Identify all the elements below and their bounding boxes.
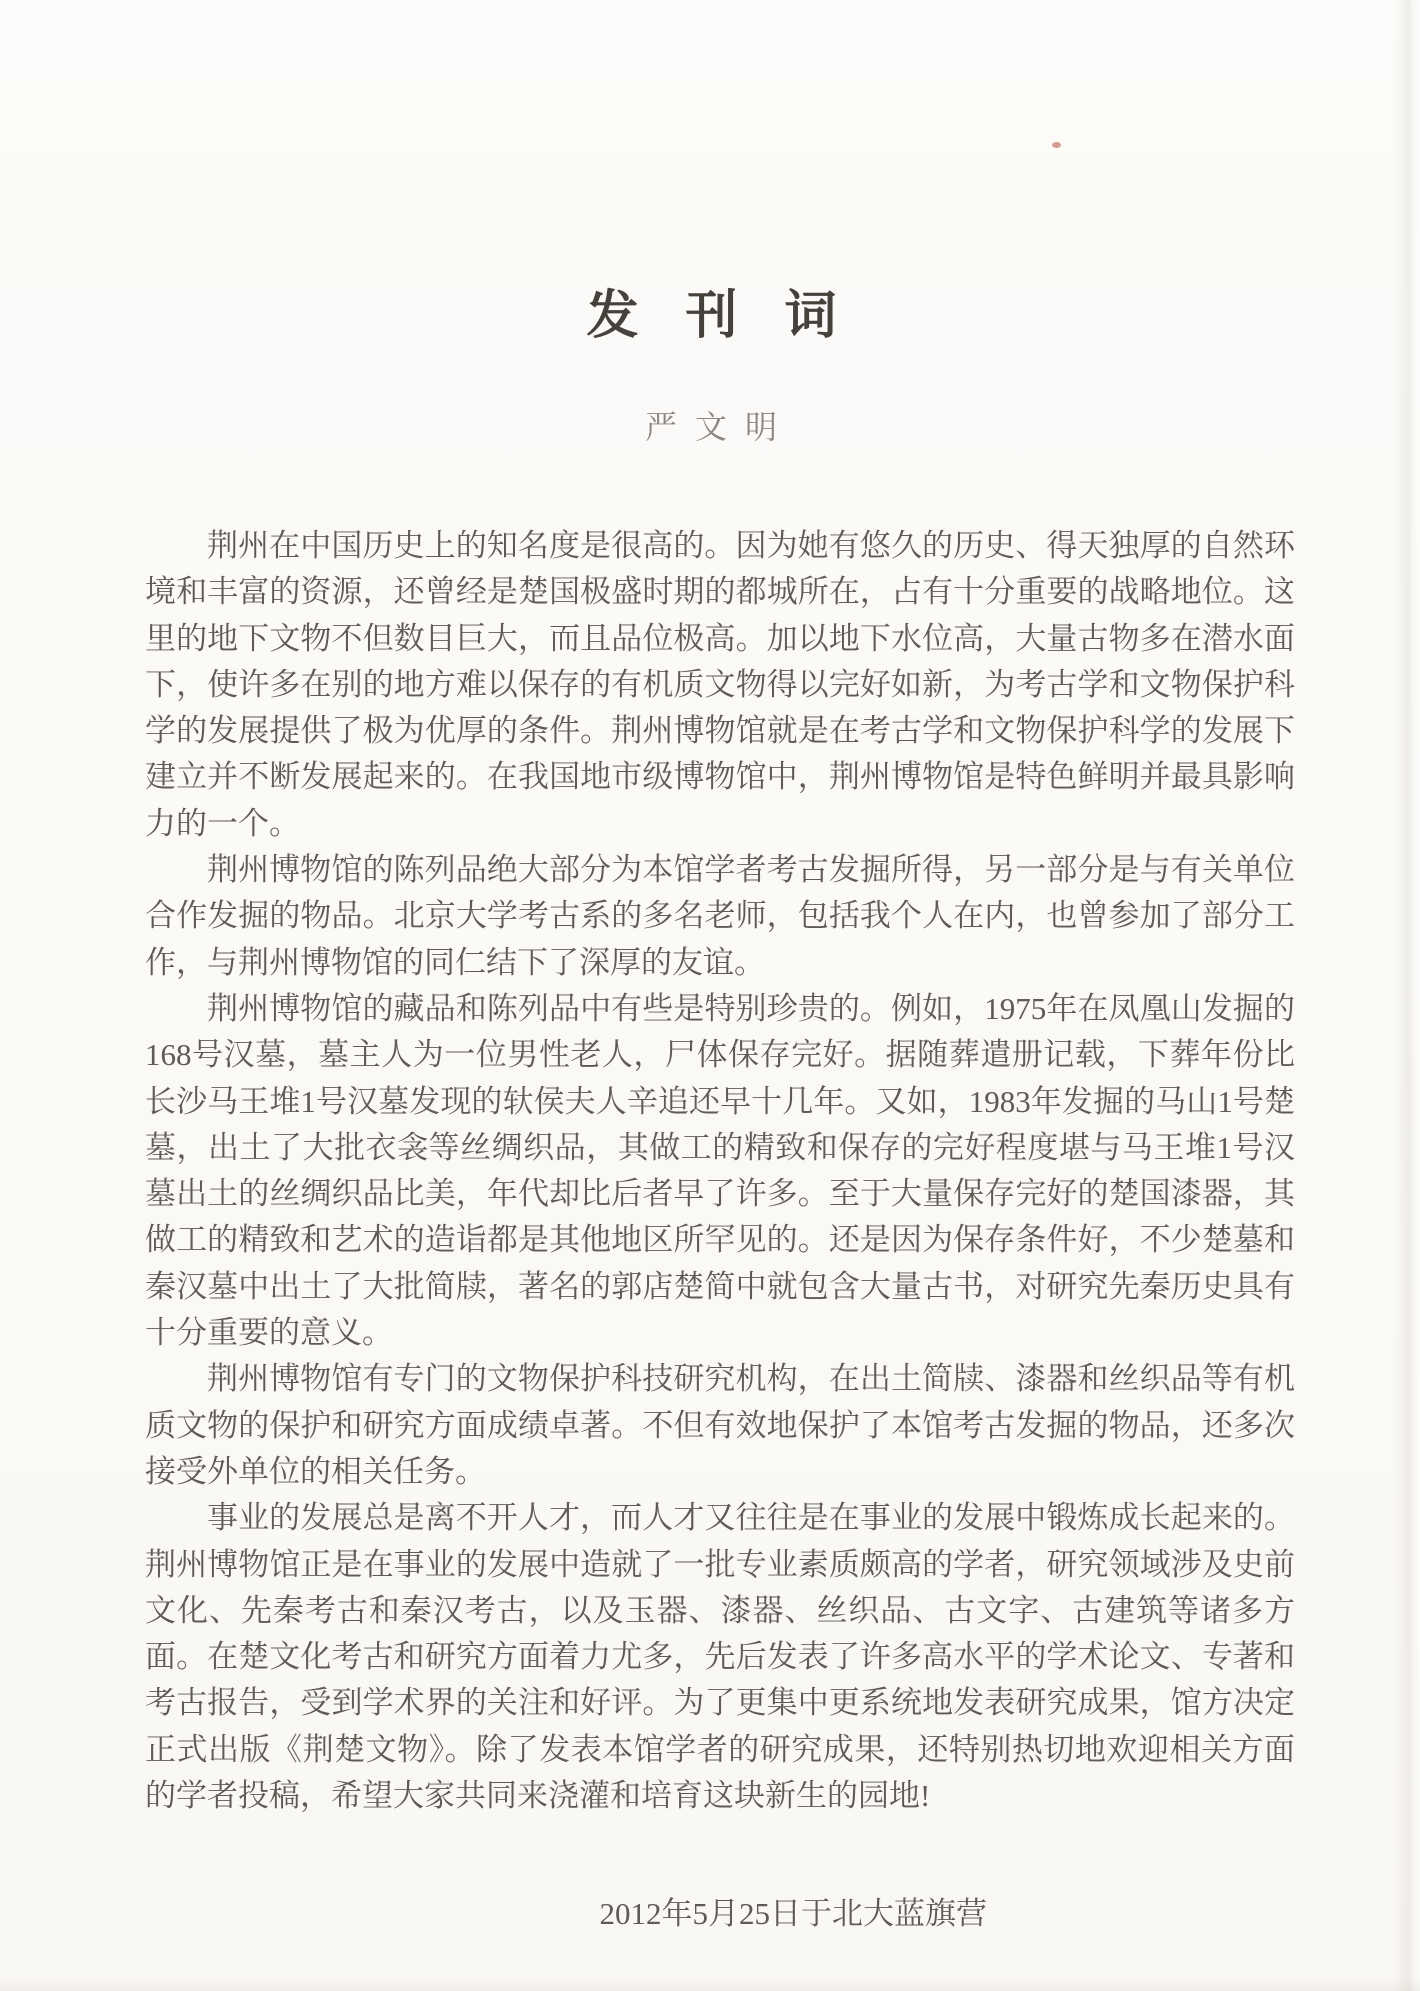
paragraph: 事业的发展总是离不开人才，而人才又往往是在事业的发展中锻炼成长起来的。荆州博物馆正是在事业的发展中造就了一批专业素质颇高的学者，研究领域涉及史前文化、先秦考古和秦汉考古，以及玉器、漆器、丝织品、古文字、古建筑等诸多方面。在楚文化考古和研究方面着力尤多，先后发表了许多高水平的学术论文、专著和考古报告，受到学术界的关注和好评。为了更集中更系统地发表研究成果，馆方决定正式出版《荆楚文物》。除了发表本馆学者的研究成果，还特别热切地欢迎相关方面的学者投稿，希望大家共同来浇灌和培育这块新生的园地! [145,1500,1295,1814]
dateline: 2012年5月25日于北大蓝旗营 [599,1896,987,1932]
paragraph: 荆州博物馆的藏品和陈列品中有些是特别珍贵的。例如，1975年在凤凰山发掘的168号汉墓，墓主人为一位男性老人，尸体保存完好。据随葬遣册记载，下葬年份比长沙马王堆1号汉墓发现的轪侯夫人辛追还早十几年。又如，1983年发掘的马山1号楚墓，出土了大批衣衾等丝绸织品，其做工的精致和保存的完好程度堪与马王堆1号汉墓出土的丝绸织品比美，年代却比后者早了许多。至于大量保存完好的楚国漆器，其做工的精致和艺术的造诣都是其他地区所罕见的。还是因为保存条件好，不少楚墓和秦汉墓中出土了大批简牍，著名的郭店楚简中就包含大量古书，对研究先秦历史具有十分重要的意义。 [145,990,1295,1351]
page-edge-shadow-bottom [0,1977,1420,1991]
body-text [145,523,1295,1819]
paragraph: 荆州在中国历史上的知名度是很高的。因为她有悠久的历史、得天独厚的自然环境和丰富的资源，还曾经是楚国极盛时期的都城所在，占有十分重要的战略地位。这里的地下文物不但数目巨大，而且品位极高。加以地下水位高，大量古物多在潜水面下，使许多在别的地方难以保存的有机质文物得以完好如新，为考古学和文物保护科学的发展提供了极为优厚的条件。荆州博物馆就是在考古学和文物保护科学的发展下建立并不断发展起来的。在我国地市级博物馆中，荆州博物馆是特色鲜明并最具影响力的一个。 [145,528,1295,841]
page-title: 发 刊 词 [586,288,854,345]
paragraph: 荆州博物馆有专门的文物保护科技研究机构，在出土简牍、漆器和丝织品等有机质文物的保护和研究方面成绩卓著。不但有效地保护了本馆考古发掘的物品，还多次接受外单位的相关任务。 [145,1361,1295,1489]
page-edge-shadow-right [1394,0,1420,1991]
author-name: 严文明 [644,409,795,445]
page-content [145,0,1295,1937]
paragraph: 荆州博物馆的陈列品绝大部分为本馆学者考古发掘所得，另一部分是与有关单位合作发掘的物品。北京大学考古系的多名老师，包括我个人在内，也曾参加了部分工作，与荆州博物馆的同仁结下了深厚的友谊。 [145,852,1295,980]
